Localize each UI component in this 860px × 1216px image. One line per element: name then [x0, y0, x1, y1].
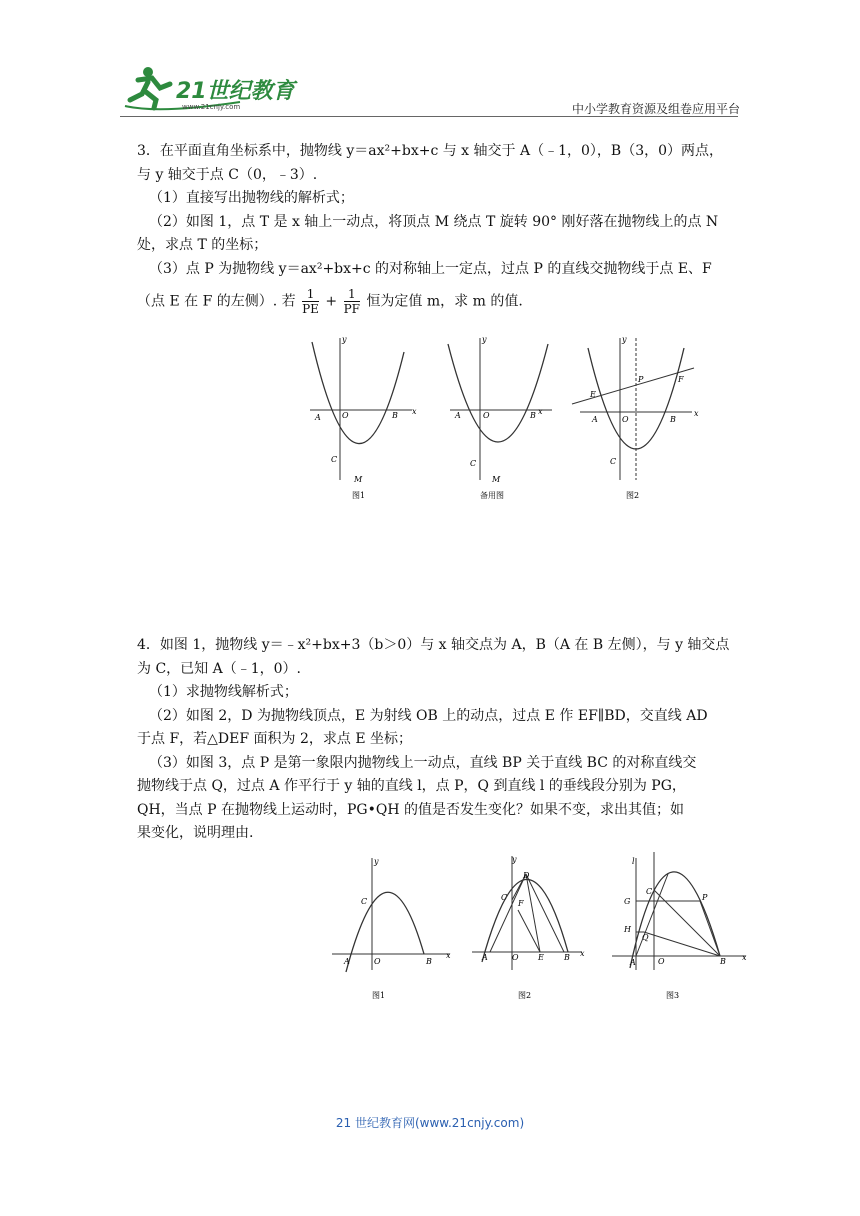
point-a-label: A [455, 411, 461, 420]
axis-x-label: x [694, 409, 699, 418]
point-q-label: Q [642, 933, 649, 942]
point-c-label: C [501, 893, 508, 902]
point-a-label: A [344, 957, 350, 966]
frac2-den: PF [343, 302, 360, 316]
q3-part3b-pre: （点 E 在 F 的左侧）. 若 [137, 293, 296, 310]
q4-part2a: （2）如图 2，D 为抛物线顶点，E 为射线 OB 上的动点，过点 E 作 EF∥BD，交直线 AD [149, 707, 708, 724]
axis-y-label: y [374, 857, 379, 866]
point-b-label: B [392, 411, 398, 420]
origin-label: O [342, 411, 349, 420]
point-g-label: G [624, 897, 631, 906]
axis-x-label: x [538, 407, 543, 416]
point-f-label: F [678, 375, 684, 384]
frac1-num: 1 [302, 287, 319, 302]
axis-y-label: y [622, 335, 627, 344]
q3-part3b [137, 287, 737, 316]
point-p-label: P [638, 375, 644, 384]
point-c-label: C [361, 897, 368, 906]
q3-fig2-caption: 图2 [626, 491, 640, 500]
question-4 [137, 634, 737, 846]
point-e-label: E [590, 390, 596, 399]
axis-x-label: x [446, 951, 451, 960]
logo-text: 21世纪教育 [176, 79, 295, 104]
q3-part1: （1）直接写出抛物线的解析式； [149, 190, 354, 206]
q4-figures-svg [328, 852, 758, 1012]
q3-line2: 与 y 轴交于点 C（0，﹣3）. [137, 166, 318, 183]
point-a-label: A [482, 953, 488, 962]
q4-part3c: QH，当点 P 在抛物线上运动时，PG•QH 的值是否发生变化？如果不变，求出其值；如 [137, 801, 685, 818]
origin-label: O [374, 957, 381, 966]
q3-spare-caption: 备用图 [480, 491, 504, 500]
question-3 [137, 140, 737, 316]
point-c-label: C [610, 457, 617, 466]
frac1-den: PE [302, 302, 319, 316]
axis-x-label: x [742, 953, 747, 962]
q4-part1: （1）求抛物线解析式； [149, 684, 298, 700]
point-h-label: H [624, 925, 631, 934]
point-b-label: B [670, 415, 676, 424]
q4-line1: 4．如图 1，抛物线 y＝﹣x²+bx+3（b＞0）与 x 轴交点为 A，B（A 在 B 左侧），与 y 轴交点 [137, 637, 730, 653]
logo [120, 62, 300, 114]
point-a-label: A [315, 413, 321, 422]
point-b-label: B [564, 953, 570, 962]
q3-part3b-post: 恒为定值 m，求 m 的值. [366, 293, 523, 310]
axis-x-label: x [412, 407, 417, 416]
point-p-label: P [702, 893, 708, 902]
q3-figures [300, 330, 720, 514]
q4-figure-2 [472, 855, 585, 1000]
origin-label: O [483, 411, 490, 420]
header-rule [120, 116, 738, 117]
origin-label: O [658, 957, 665, 966]
page-footer[interactable]: 21 世纪教育网(www.21cnjy.com) [335, 1116, 525, 1130]
q4-part2b: 于点 F，若△DEF 面积为 2，求点 E 坐标； [137, 731, 413, 747]
vertex-m-label: M [492, 475, 501, 484]
axis-y-label: y [482, 335, 487, 344]
point-a-label: A [630, 958, 636, 967]
q3-figure-spare [448, 335, 552, 500]
fraction-1-over-pe [302, 287, 319, 316]
q3-part2a: （2）如图 1，点 T 是 x 轴上一动点，将顶点 M 绕点 T 旋转 90° 刚好落在抛物线上的点 N [149, 213, 719, 230]
page-header [120, 62, 740, 120]
point-c-label: C [470, 459, 477, 468]
origin-label: O [622, 415, 629, 424]
q3-figure-2 [572, 335, 699, 500]
point-a-label: A [592, 415, 598, 424]
point-e-label: E [538, 953, 544, 962]
logo-url: www.21cnjy.com [182, 103, 241, 111]
q4-part3a: （3）如图 3，点 P 是第一象限内抛物线上一动点，直线 BP 关于直线 BC 的对称直线交 [149, 754, 697, 771]
q3-line1: 3．在平面直角坐标系中，抛物线 y＝ax²+bx+c 与 x 轴交于 A（﹣1，0），B（3，0）两点， [137, 143, 724, 159]
origin-label: O [512, 953, 519, 962]
point-c-label: C [331, 455, 338, 464]
vertex-m-label: M [354, 475, 363, 484]
axis-y-label: y [512, 855, 517, 864]
vertex-d-label: D [523, 871, 530, 880]
platform-title: 中小学教育资源及组卷应用平台 [571, 102, 740, 116]
q3-figure-1 [310, 335, 417, 500]
line-l-label: l [632, 857, 635, 866]
q3-part2b: 处，求点 T 的坐标； [137, 237, 268, 253]
q3-part3a: （3）点 P 为抛物线 y＝ax²+bx+c 的对称轴上一定点，过点 P 的直线交抛物线于点 E、F [149, 260, 712, 277]
q4-part3d: 果变化，说明理由. [137, 825, 254, 841]
axis-x-label: x [580, 949, 585, 958]
q4-fig2-caption: 图2 [518, 991, 532, 1000]
point-f-label: F [518, 899, 524, 908]
plus-sign: + [325, 293, 338, 310]
point-b-label: B [720, 957, 726, 966]
point-b-label: B [426, 957, 432, 966]
q4-fig3-caption: 图3 [666, 991, 680, 1000]
point-c-label: C [646, 887, 653, 896]
q4-line2: 为 C，已知 A（﹣1，0）. [137, 660, 301, 677]
q4-part3b: 抛物线于点 Q，过点 A 作平行于 y 轴的直线 l，点 P，Q 到直线 l 的垂线段分别为 PG， [137, 778, 686, 794]
q4-figure-3 [612, 852, 747, 1000]
q3-fig1-caption: 图1 [352, 491, 366, 500]
q4-fig1-caption: 图1 [372, 991, 386, 1000]
axis-y-label: y [342, 335, 347, 344]
q4-figures [328, 852, 758, 1016]
point-b-label: B [530, 411, 536, 420]
fraction-1-over-pf [344, 287, 360, 316]
q3-figures-svg [300, 330, 720, 510]
q4-figure-1 [332, 857, 451, 1000]
frac2-num: 1 [344, 287, 360, 302]
